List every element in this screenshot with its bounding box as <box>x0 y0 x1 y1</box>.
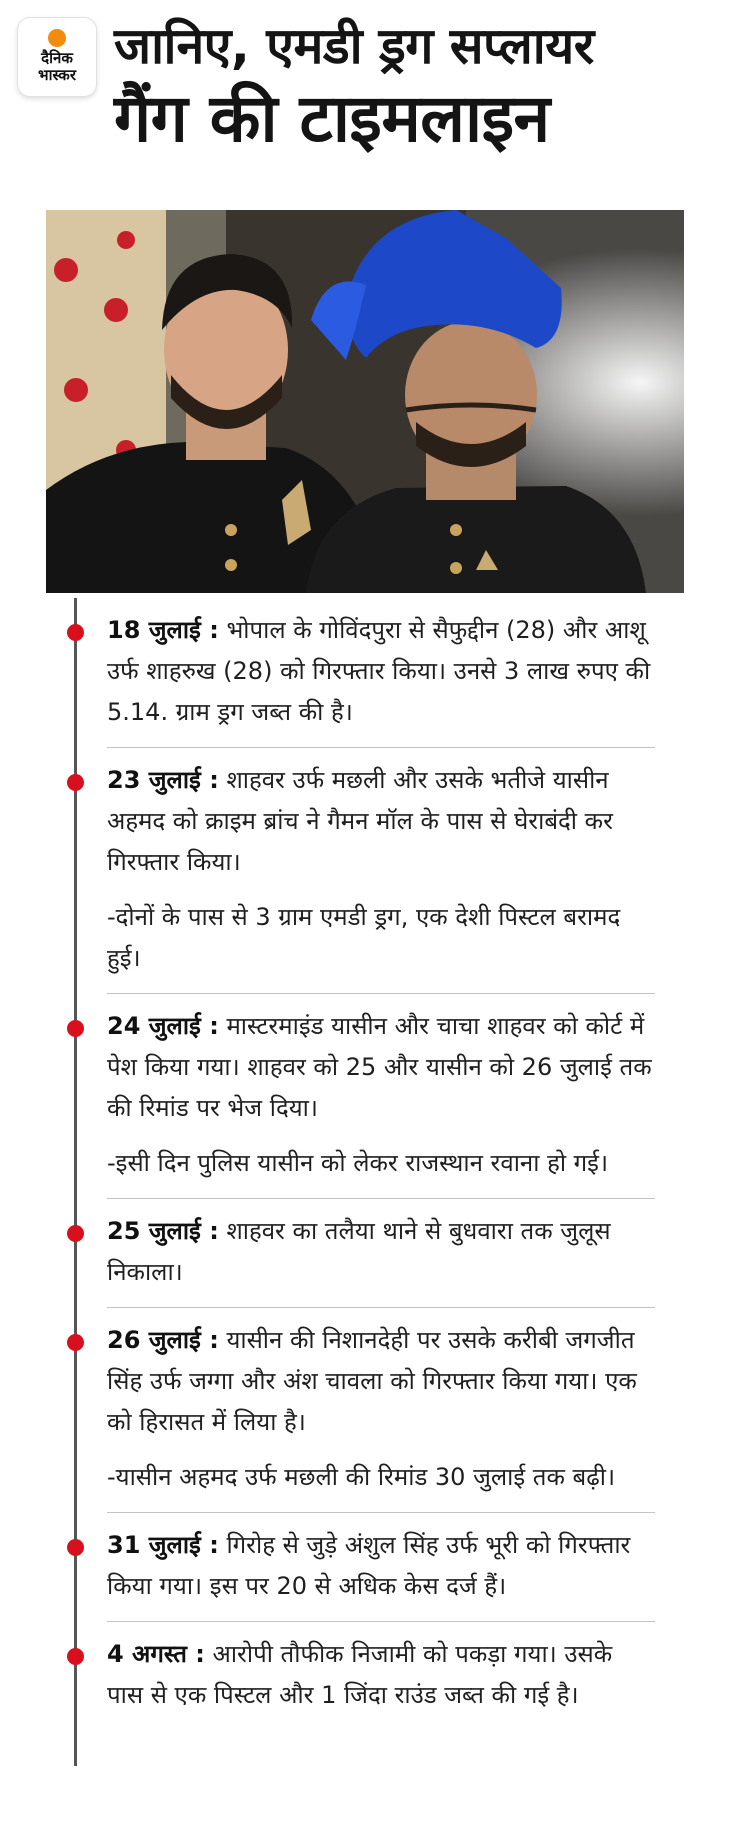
entry-text: शाहवर का तलैया थाने से बुधवारा तक जुलूस निकाला। <box>107 1217 611 1286</box>
entry-date: 31 जुलाई : <box>107 1531 219 1559</box>
entry-text: आरोपी तौफीक निजामी को पकड़ा गया। उसके पास से एक पिस्टल और 1 जिंदा राउंड जब्त की गई है। <box>107 1640 613 1709</box>
entry-extra: -यासीन अहमद उर्फ मछली की रिमांड 30 जुलाई तक बढ़ी। <box>107 1463 616 1491</box>
entry-date: 18 जुलाई : <box>107 616 219 644</box>
bullet-dot-icon <box>67 1334 84 1351</box>
entry-paragraph <box>107 760 655 883</box>
timeline-entry-5 <box>107 1320 655 1513</box>
timeline-entry-1 <box>107 610 655 748</box>
timeline-entry-7 <box>107 1634 655 1730</box>
entry-extra: -दोनों के पास से 3 ग्राम एमडी ड्रग, एक देशी पिस्टल बरामद हुई। <box>107 903 621 972</box>
entry-paragraph <box>107 1320 655 1443</box>
entry-paragraph <box>107 1211 655 1293</box>
headline <box>114 14 714 160</box>
bullet-dot-icon <box>67 1020 84 1037</box>
photo-illustration <box>46 210 684 593</box>
dainik-bhaskar-logo <box>18 18 96 96</box>
headline-line2: गैंग की टाइमलाइन <box>114 80 550 157</box>
entry-date: 23 जुलाई : <box>107 766 219 794</box>
timeline-entry-6 <box>107 1525 655 1622</box>
entry-date: 24 जुलाई : <box>107 1012 219 1040</box>
entry-paragraph <box>107 1006 655 1129</box>
bullet-dot-icon <box>67 1539 84 1556</box>
sun-icon <box>48 29 66 47</box>
bullet-dot-icon <box>67 624 84 641</box>
entry-text: यासीन की निशानदेही पर उसके करीबी जगजीत सिंह उर्फ जग्गा और अंश चावला को गिरफ्तार किया गया। एक को हिरासत में लिया है। <box>107 1326 637 1436</box>
entry-text: शाहवर उर्फ मछली और उसके भतीजे यासीन अहमद को क्राइम ब्रांच ने गैमन मॉल के पास से घेराबंदी कर गिरफ्तार किया। <box>107 766 613 876</box>
headline-line1: जानिए, एमडी ड्रग सप्लायर <box>114 17 594 75</box>
timeline-entry-4 <box>107 1211 655 1308</box>
logo-text-line2: भास्कर <box>38 66 76 84</box>
logo-text-line1: दैनिक <box>41 49 73 67</box>
entry-text: गिरोह से जुड़े अंशुल सिंह उर्फ भूरी को गिरफ्तार किया गया। इस पर 20 से अधिक केस दर्ज हैं। <box>107 1531 631 1600</box>
entry-text: मास्टरमाइंड यासीन और चाचा शाहवर को कोर्ट में पेश किया गया। शाहवर को 25 और यासीन को 26 जुलाई तक की रिमांड पर भेज दिया। <box>107 1012 652 1122</box>
entry-date: 4 अगस्त : <box>107 1640 205 1668</box>
timeline-entry-2 <box>107 760 655 994</box>
bullet-dot-icon <box>67 774 84 791</box>
entry-text: भोपाल के गोविंदपुरा से सैफुद्दीन (28) और आशू उर्फ शाहरुख (28) को गिरफ्तार किया। उनसे 3 लाख रुपए की 5.14. ग्राम ड्रग जब्त की है। <box>107 616 651 726</box>
entry-paragraph <box>107 1634 655 1716</box>
news-photo <box>46 210 684 593</box>
timeline-entry-3 <box>107 1006 655 1199</box>
timeline-list <box>0 610 730 1742</box>
entry-paragraph <box>107 610 655 733</box>
entry-extra: -इसी दिन पुलिस यासीन को लेकर राजस्थान रवाना हो गई। <box>107 1149 609 1177</box>
entry-paragraph <box>107 1525 655 1607</box>
entry-date: 26 जुलाई : <box>107 1326 219 1354</box>
entry-date: 25 जुलाई : <box>107 1217 219 1245</box>
bullet-dot-icon <box>67 1225 84 1242</box>
bullet-dot-icon <box>67 1648 84 1665</box>
